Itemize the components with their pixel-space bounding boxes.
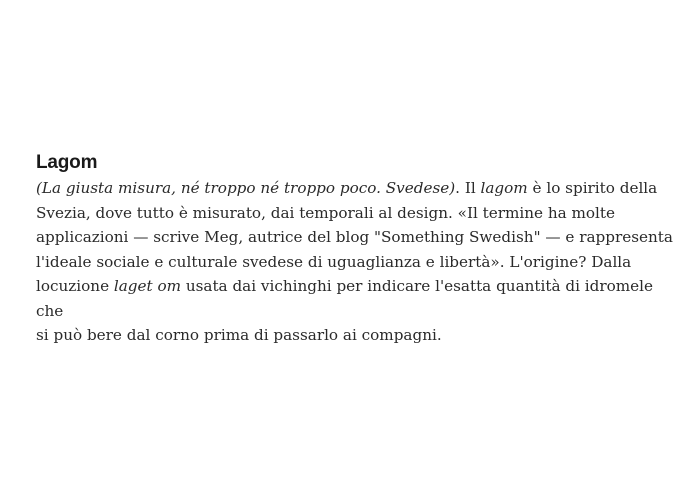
body-text: . Il xyxy=(455,179,481,197)
line-4: l'ideale sociale e culturale svedese di uguaglianza e libertà». L'origine? Dalla xyxy=(36,252,632,271)
line-6: si può bere dal corno prima di passarlo ai compagni. xyxy=(36,326,442,344)
line-1 xyxy=(36,179,657,197)
line-3: applicazioni — scrive Meg, autrice del blog "Something Swedish" — e rappresenta xyxy=(36,228,673,246)
term-laget-om: laget om xyxy=(113,277,181,295)
term-lagom: lagom xyxy=(480,179,528,197)
line-2: Svezia, dove tutto è misurato, dai temporali al design. «Il termine ha molte xyxy=(36,203,616,222)
definition-text: (La giusta misura, né troppo né troppo poco. Svedese) xyxy=(36,179,456,197)
entry-body xyxy=(36,176,676,348)
body-text: usata dai vichinghi per indicare l'esatta quantità di idromele che xyxy=(36,277,653,320)
entry-title: Lagom xyxy=(36,152,98,173)
body-text: è lo spirito della xyxy=(527,179,658,197)
glossary-entry xyxy=(36,152,676,348)
body-text: locuzione xyxy=(36,277,114,295)
line-5 xyxy=(36,277,653,320)
